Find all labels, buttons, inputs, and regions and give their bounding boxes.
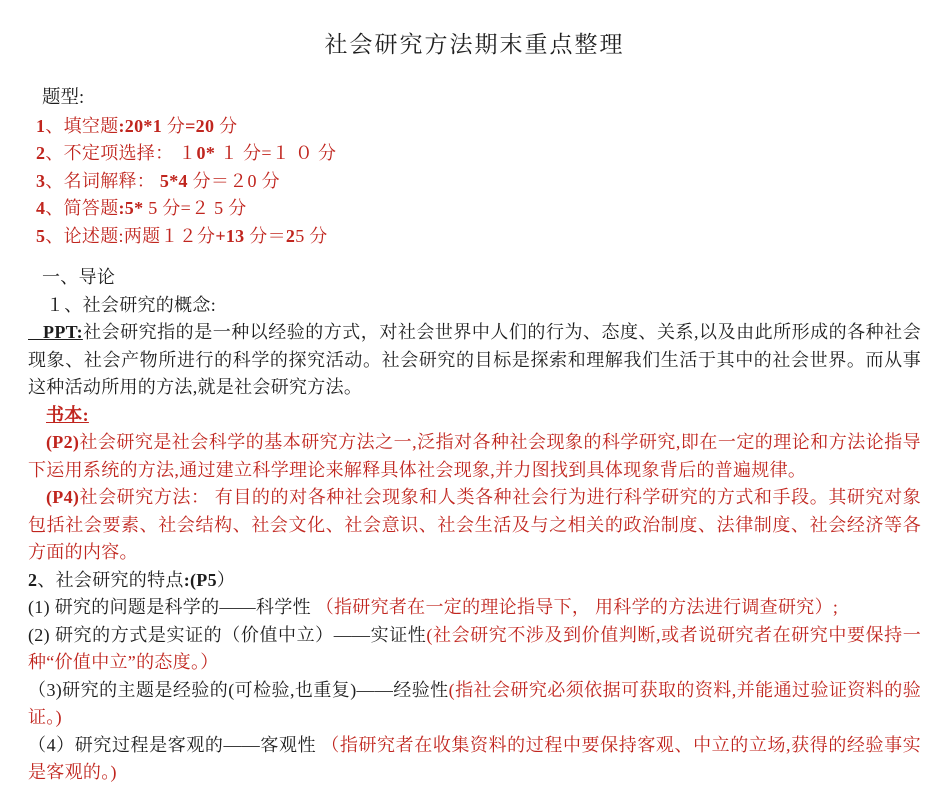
text-segment: 社会研究是社会科学的基本研究方法之一,泛指对各种社会现象的科学研究,即在一定的理论和方法论指导下运用系统的方法,通过建立科学理论来解释具体社会现象,并力图找到具体现象背后的普遍规律。	[28, 432, 921, 480]
text-segment: (社会研究不涉及到价值判断,或者说研究者在研究中要保持一种“价值中立”的态度。）	[28, 624, 921, 672]
text-segment: 分	[214, 115, 238, 136]
text-segment: 分＝２0 分	[187, 170, 280, 191]
question-types-heading: 题型:	[42, 88, 85, 108]
text-segment: 5	[36, 225, 46, 246]
text-segment: １ 分=１ ０ 分	[215, 143, 337, 163]
feature-item-2	[28, 622, 921, 677]
feature-item-4	[28, 732, 921, 787]
book-p2-paragraph	[28, 429, 921, 484]
text-segment: （指研究者在收集资料的过程中要保持客观、中立的立场,获得的经验事实是客观的。)	[28, 734, 921, 782]
text-segment: 社会研究指的是一种以经验的方式，对社会世界中人们的行为、态度、关系,以及由此所形成的各种社会现象、社会产物所进行的科学的探究活动。社会研究的目标是探索和理解我们生活于其中的社会世界。而从事这种活动所用的方法,就是社会研究方法。	[28, 322, 921, 397]
text-segment: 分	[162, 115, 186, 136]
page-title: 社会研究方法期末重点整理	[324, 32, 625, 57]
question-type-item-5	[36, 223, 921, 251]
text-segment: 书本:	[46, 404, 89, 425]
text-segment: 、名词解释：	[45, 170, 160, 191]
text-segment: 、论述题:两题１２分	[45, 225, 216, 246]
text-segment: (指社会研究必须依据可获取的资料,并能通过验证资料的验证。)	[28, 679, 921, 727]
text-segment: 5*4	[159, 170, 188, 191]
text-segment: 2	[36, 143, 46, 163]
text-segment: 0*	[196, 143, 216, 163]
text-segment: 2	[28, 569, 38, 590]
text-segment: :20*1	[118, 115, 163, 136]
text-segment: 5 分	[295, 225, 328, 246]
book-p4-paragraph	[28, 484, 921, 567]
text-segment: 、不定项选择： １	[45, 143, 197, 163]
text-segment: =20	[185, 115, 215, 136]
concept-heading: １、社会研究的概念:	[46, 294, 216, 315]
text-segment: 4	[36, 198, 46, 218]
text-segment: （指研究者在一定的理论指导下， 用科学的方法进行调查研究）;	[315, 597, 839, 617]
text-segment: 社会研究方法： 有目的的对各种社会现象和人类各种社会行为进行科学研究的方式和手段。其研究对象包括社会要素、社会结构、社会文化、社会意识、社会生活及与之相关的政治制度、法律制度、社会经济等各方面的内容。	[28, 487, 921, 562]
ppt-definition-paragraph	[28, 319, 921, 402]
text-segment: 、填空题	[45, 115, 119, 136]
text-segment: （3)研究的主题是经验的(可检验,也重复)——经验性	[28, 679, 449, 700]
text-segment: (2) 研究的方式是实证的（价值中立）——实证性	[28, 624, 427, 645]
features-heading	[28, 567, 921, 595]
section-heading-introduction: 一、导论	[42, 267, 116, 287]
text-segment: ）	[216, 569, 236, 590]
question-type-item-1	[36, 113, 921, 141]
text-segment: 3	[36, 170, 46, 191]
question-type-item-2	[36, 140, 921, 168]
text-segment: 分＝	[244, 225, 286, 246]
text-segment: 5 分=２ 5 分	[143, 198, 247, 218]
text-segment: （4）研究过程是客观的——客观性	[28, 734, 322, 755]
book-heading	[46, 402, 921, 430]
text-segment: :5*	[118, 198, 144, 218]
text-segment: +13	[215, 225, 245, 246]
feature-item-3	[28, 677, 921, 732]
text-segment: (P2)	[46, 432, 80, 452]
feature-item-1	[28, 594, 921, 622]
text-segment: PPT:	[43, 322, 83, 342]
question-type-item-4	[36, 195, 921, 223]
text-segment: (P4)	[46, 487, 80, 507]
question-type-item-3	[36, 168, 921, 196]
text-segment	[28, 322, 43, 342]
text-segment: 1	[36, 115, 46, 136]
text-segment: 2	[285, 225, 296, 246]
text-segment: (1) 研究的问题是科学的——科学性	[28, 597, 316, 617]
text-segment: 、社会研究的特点	[37, 569, 184, 590]
text-segment: 、简答题	[45, 198, 119, 218]
text-segment: :(P5	[183, 569, 217, 590]
